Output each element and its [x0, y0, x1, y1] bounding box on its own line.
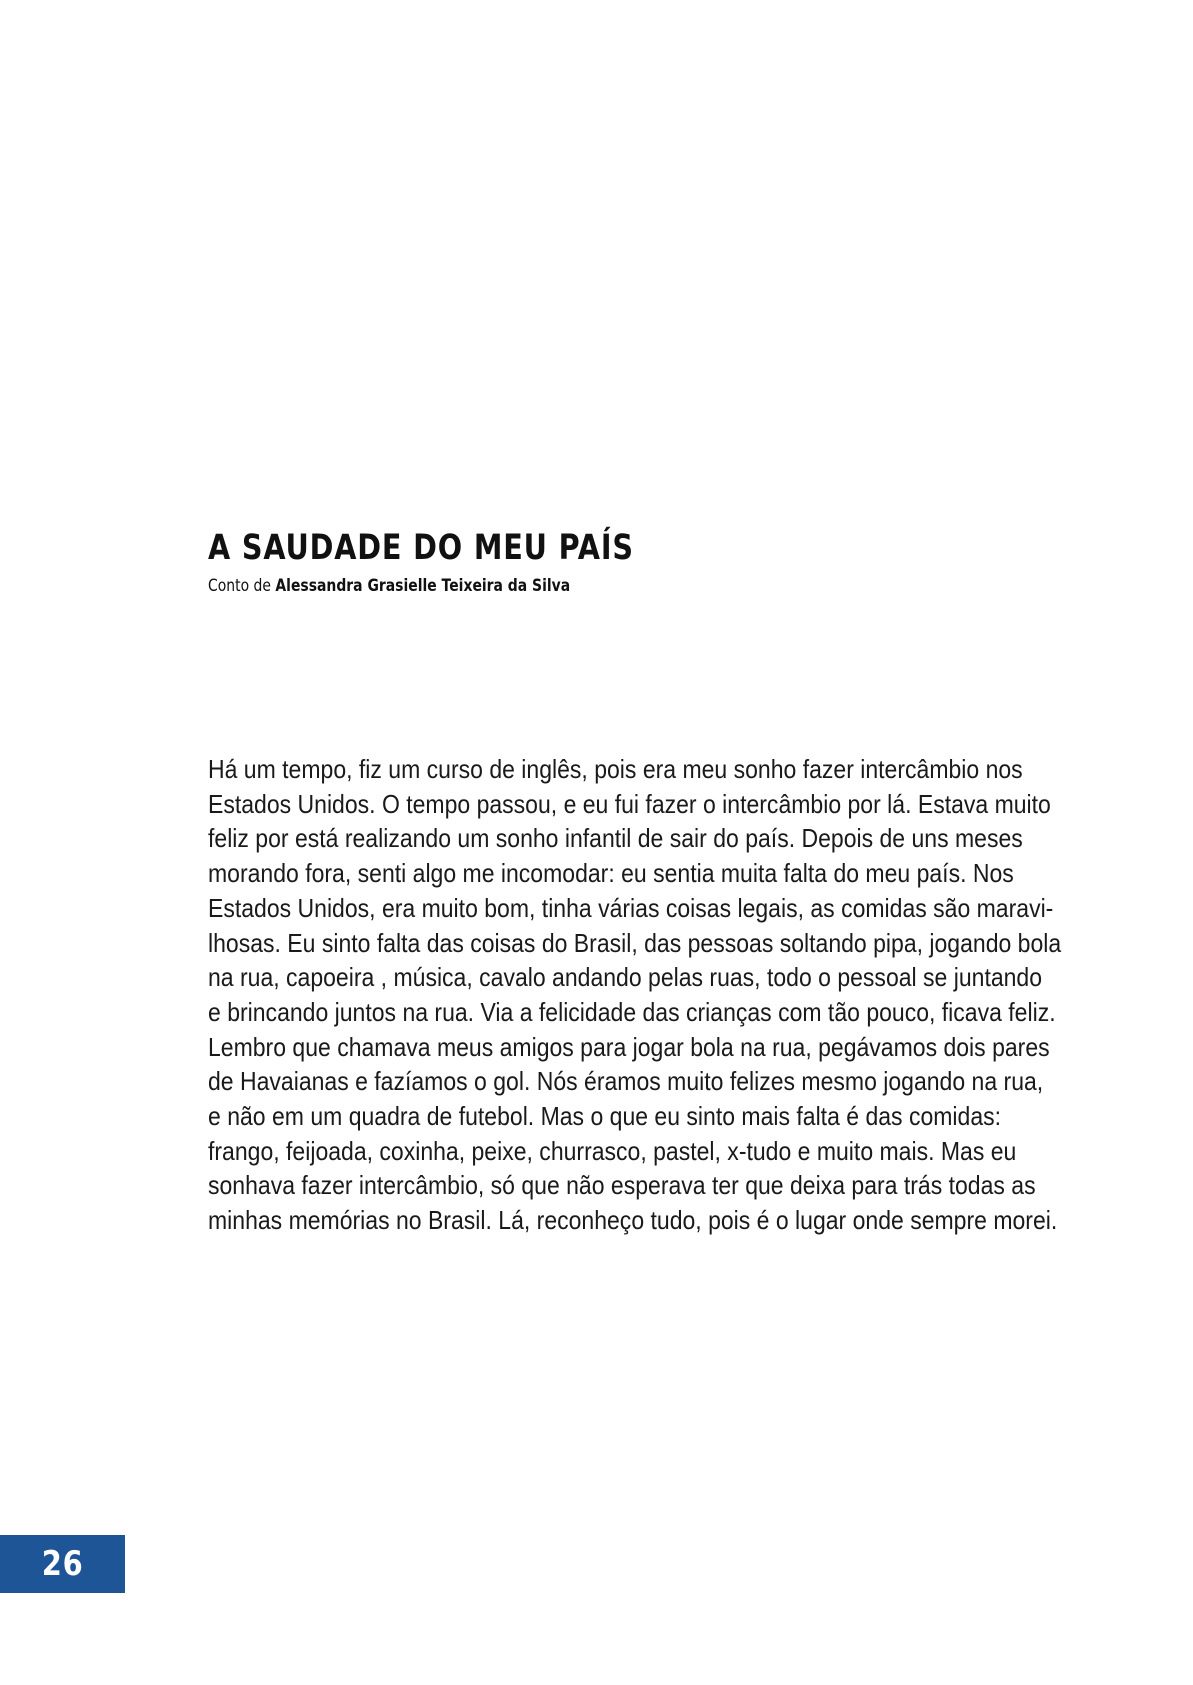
body-line: sonhava fazer intercâmbio, só que não esperava ter que deixa para trás todas as [208, 1170, 1036, 1201]
body-line: e não em um quadra de futebol. Mas o que eu sinto mais falta é das comidas: [208, 1101, 1002, 1132]
page-number: 26 [41, 1544, 84, 1584]
body-line: minhas memórias no Brasil. Lá, reconheço tudo, pois é o lugar onde sempre morei. [208, 1205, 1058, 1236]
body-line: na rua, capoeira , música, cavalo andando pelas ruas, todo o pessoal se juntando [208, 962, 1043, 993]
body-line: morando fora, senti algo me incomodar: eu sentia muita falta do meu país. Nos [208, 858, 1014, 889]
body-line: frango, feijoada, coxinha, peixe, churrasco, pastel, x-tudo e muito mais. Mas eu [208, 1135, 1017, 1166]
body-line: Lembro que chamava meus amigos para jogar bola na rua, pegávamos dois pares [208, 1031, 1050, 1062]
page-number-badge [0, 1535, 125, 1593]
body-line: e brincando juntos na rua. Via a felicidade das crianças com tão pouco, ficava feliz. [208, 996, 1056, 1027]
body-line: Estados Unidos, era muito bom, tinha várias coisas legais, as comidas são maravi- [208, 892, 1054, 923]
body-line: feliz por está realizando um sonho infantil de sair do país. Depois de uns meses [208, 823, 1023, 854]
body-line: Há um tempo, fiz um curso de inglês, pois era meu sonho fazer intercâmbio nos [208, 754, 1023, 784]
byline [208, 576, 634, 596]
story-title: A SAUDADE DO MEU PAÍS [208, 528, 634, 568]
story-body [208, 752, 1088, 1238]
body-line: de Havaianas e fazíamos o gol. Nós éramos muito felizes mesmo jogando na rua, [208, 1066, 1044, 1097]
byline-prefix: Conto de [208, 576, 271, 596]
body-line: lhosas. Eu sinto falta das coisas do Brasil, das pessoas soltando pipa, jogando bola [208, 927, 1062, 958]
body-line: Estados Unidos. O tempo passou, e eu fui fazer o intercâmbio por lá. Estava muito [208, 788, 1051, 819]
story-header [208, 528, 727, 596]
author-name: Alessandra Grasielle Teixeira da Silva [275, 576, 571, 596]
